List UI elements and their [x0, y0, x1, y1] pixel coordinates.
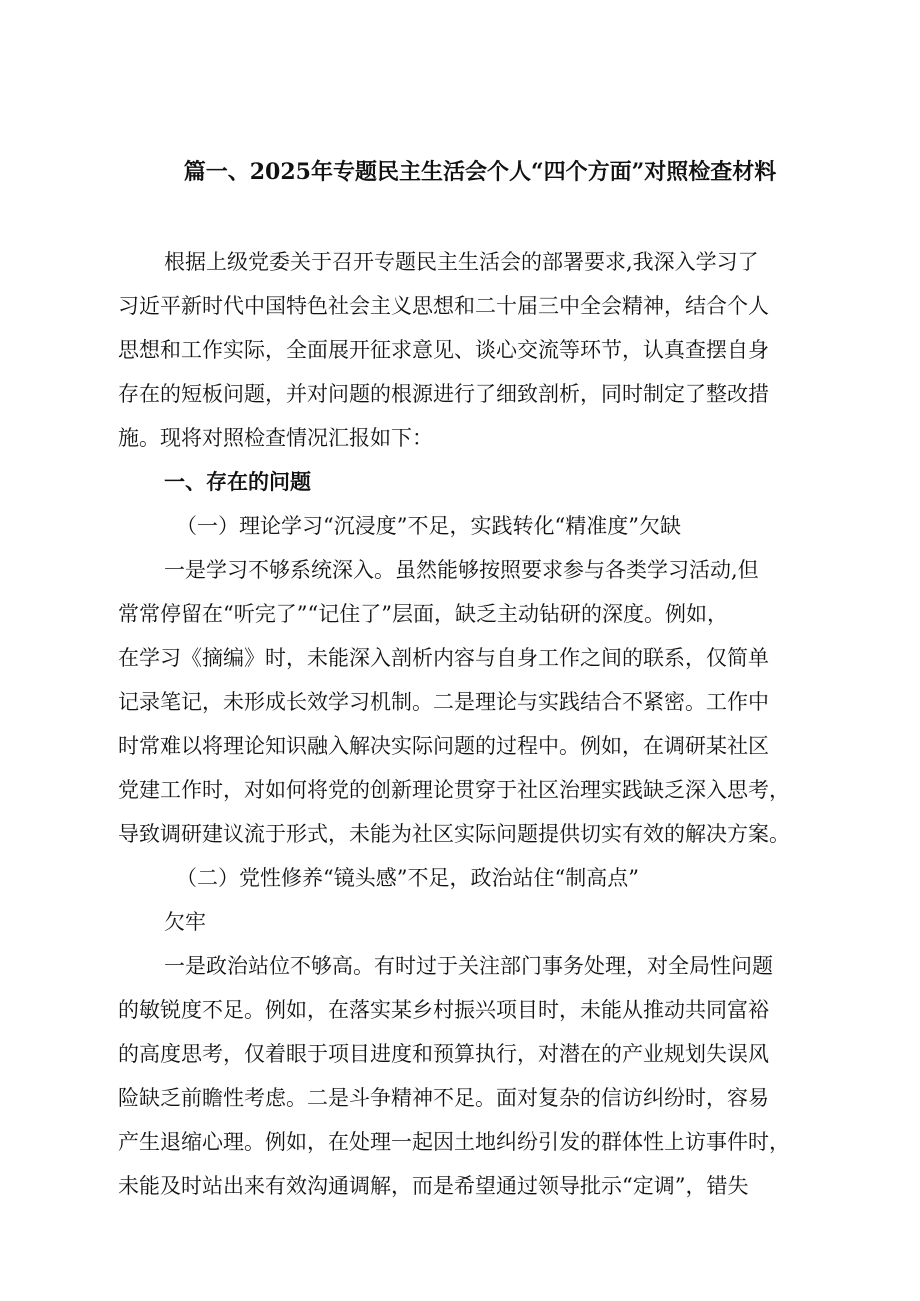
text-line: 施。现将对照检查情况汇报如下： [118, 426, 433, 450]
text-line: 险缺乏前瞻性考虑。二是斗争精神不足。面对复杂的信访纠纷时，容易 [118, 1086, 769, 1110]
text-line: 欠牢 [164, 910, 206, 934]
text-line: 习近平新时代中国特色社会主义思想和二十届三中全会精神，结合个人 [118, 294, 769, 318]
text-line: 存在的短板问题，并对问题的根源进行了细致剖析，同时制定了整改措 [118, 382, 769, 406]
text-line: 时常难以将理论知识融入解决实际问题的过程中。例如，在调研某社区 [118, 734, 769, 758]
text-line: 记录笔记，未形成长效学习机制。二是理论与实践结合不紧密。工作中 [118, 690, 769, 714]
text-line: 根据上级党委关于召开专题民主生活会的部署要求,我深入学习了 [164, 250, 759, 274]
text-line: 导致调研建议流于形式，未能为社区实际问题提供切实有效的解决方案。 [118, 822, 790, 846]
document-body [118, 240, 838, 1208]
text-line: 在学习《摘编》时，未能深入剖析内容与自身工作之间的联系，仅简单 [118, 646, 769, 670]
text-line: 常常停留在“听完了”“记住了”层面，缺乏主动钻研的深度。例如， [118, 602, 728, 626]
subsection-heading: （一）理论学习“沉浸度”不足，实践转化“精准度”欠缺 [176, 514, 681, 538]
text-line: 思想和工作实际，全面展开征求意见、谈心交流等环节，认真查摆自身 [118, 338, 769, 362]
text-line: 一是政治站位不够高。有时过于关注部门事务处理，对全局性问题 [164, 954, 773, 978]
text-line: 未能及时站出来有效沟通调解，而是希望通过领导批示“定调”，错失 [118, 1174, 749, 1198]
text-line: 的高度思考，仅着眼于项目进度和预算执行，对潜在的产业规划失误风 [118, 1042, 769, 1066]
section-heading: 一、存在的问题 [164, 469, 311, 494]
document-title: 篇一、2025年专题民主生活会个人“四个方面”对照检查材料 [183, 159, 777, 185]
text-line: 产生退缩心理。例如，在处理一起因土地纠纷引发的群体性上访事件时， [118, 1130, 790, 1154]
text-line: 一是学习不够系统深入。虽然能够按照要求参与各类学习活动,但 [164, 558, 759, 582]
text-line: 的敏锐度不足。例如，在落实某乡村振兴项目时，未能从推动共同富裕 [118, 998, 769, 1022]
subsection-heading: （二）党性修养“镜头感”不足，政治站住“制高点” [176, 866, 639, 890]
text-line: 党建工作时，对如何将党的创新理论贯穿于社区治理实践缺乏深入思考， [118, 778, 790, 802]
